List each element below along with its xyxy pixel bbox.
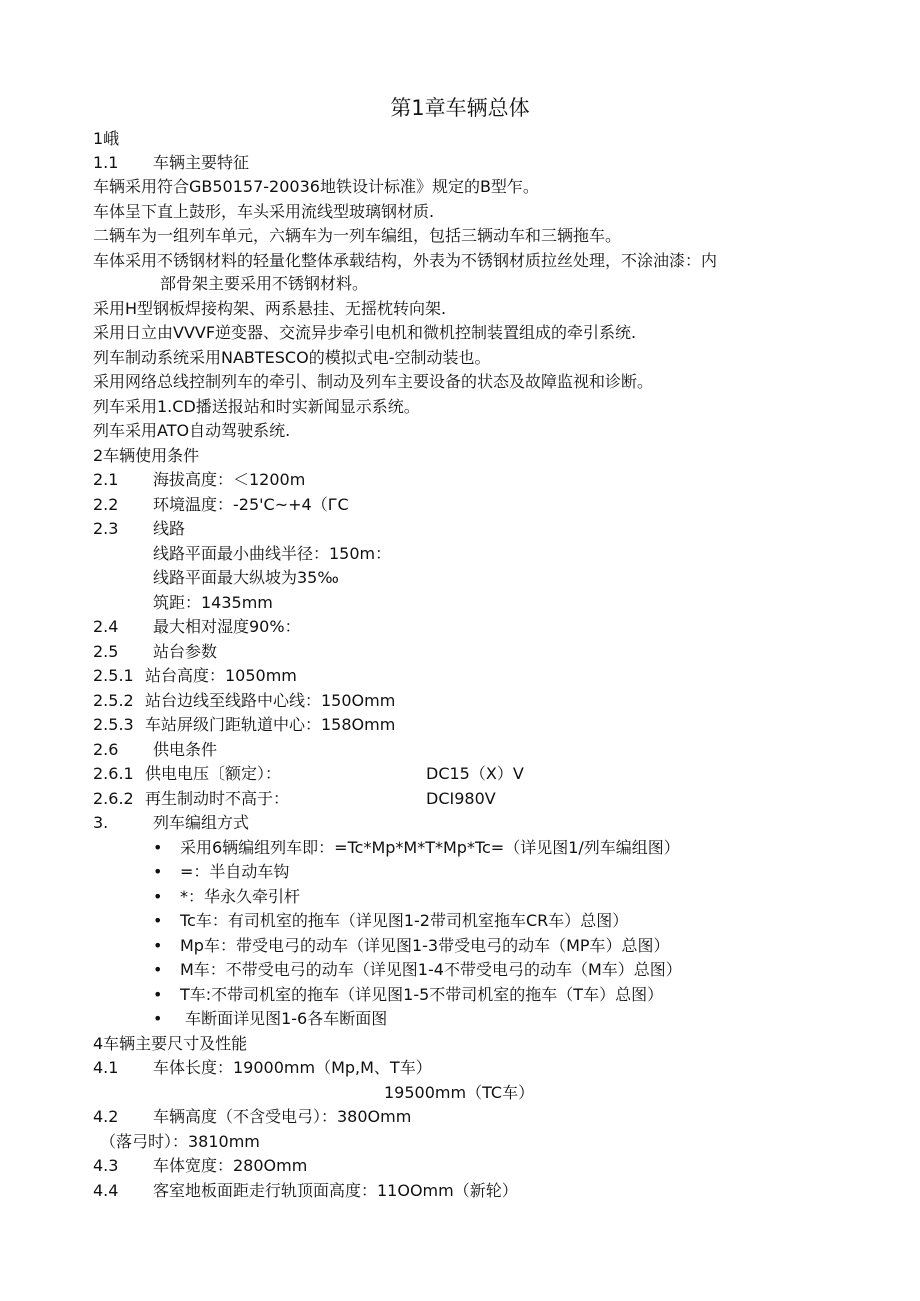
bullet-icon: • bbox=[153, 911, 163, 930]
section-number: 2.4 bbox=[93, 617, 119, 636]
feature-line: 列车制动系统采用NABTESCO的模拟式电-空制动装也。 bbox=[93, 348, 491, 367]
list-item bbox=[153, 861, 289, 883]
section-number: 2.6.1 bbox=[93, 764, 134, 783]
section-number: 2.2 bbox=[93, 495, 119, 514]
section-1-heading: 1峨 bbox=[93, 129, 120, 148]
section-text: 线路 bbox=[153, 519, 186, 538]
list-item-text: 采用6辆编组列车即：=Tc*Mp*M*T*Mp*Tc=（详见图1/列车编组图） bbox=[180, 838, 680, 857]
section-number: 4.2 bbox=[93, 1107, 119, 1126]
bullet-icon: • bbox=[153, 887, 163, 906]
list-item-text: T车:不带司机室的拖车（详见图1-5不带司机室的拖车（T车）总图） bbox=[180, 985, 664, 1004]
bullet-icon: • bbox=[153, 838, 163, 857]
section-number: 4.1 bbox=[93, 1058, 119, 1077]
bullet-icon: • bbox=[153, 1009, 163, 1028]
track-line: 线路平面最大纵坡为35‰ bbox=[153, 568, 339, 587]
section-number: 2.3 bbox=[93, 519, 119, 538]
section-2-6-1 bbox=[93, 763, 593, 785]
section-4-2 bbox=[93, 1106, 411, 1128]
section-text: 车站屏级门距轨道中心：158Omm bbox=[145, 715, 396, 734]
feature-line: 车体采用不锈钢材料的轻量化整体承载结构，外表为不锈钢材质拉丝处理，不涂油漆：内 bbox=[93, 251, 718, 270]
section-2-6-2 bbox=[93, 788, 593, 810]
chapter-title: 第1章车辆总体 bbox=[390, 96, 530, 120]
feature-line: 列车采用ATO自动驾驶系统. bbox=[93, 421, 291, 440]
section-number: 1.1 bbox=[93, 153, 119, 172]
feature-line-continuation: 部骨架主要采用不锈钢材料。 bbox=[160, 274, 369, 293]
section-4-1-continuation: 19500mm（TC车） bbox=[384, 1083, 535, 1102]
list-item bbox=[153, 886, 300, 908]
list-item bbox=[153, 837, 680, 859]
section-number: 2.6.2 bbox=[93, 789, 134, 808]
section-4-4 bbox=[93, 1180, 518, 1202]
track-line: 线路平面最小曲线半径：150m： bbox=[153, 544, 392, 563]
list-item bbox=[153, 984, 663, 1006]
list-item bbox=[153, 935, 670, 957]
section-text: 列车编组方式 bbox=[153, 813, 250, 832]
section-number: 3. bbox=[93, 813, 109, 832]
section-value: DC15（X）V bbox=[426, 764, 524, 783]
section-number: 2.5.3 bbox=[93, 715, 134, 734]
section-text: 车辆高度（不含受电弓）：380Omm bbox=[153, 1107, 412, 1126]
feature-line: 车体呈下直上鼓形，车头采用流线型玻璃钢材质. bbox=[93, 202, 435, 221]
feature-line: 采用日立由VVVF逆变器、交流异步牵引电机和微机控制装置组成的牵引系统. bbox=[93, 323, 637, 342]
section-text: 站台参数 bbox=[153, 642, 218, 661]
list-item-text: *：华永久牵引杆 bbox=[180, 887, 301, 906]
section-2-heading: 2车辆使用条件 bbox=[93, 446, 200, 465]
feature-line: 列车采用1.CD播送报站和时实新闻显示系统。 bbox=[93, 397, 420, 416]
list-item bbox=[153, 1008, 387, 1030]
section-4-3 bbox=[93, 1155, 307, 1177]
section-number: 2.1 bbox=[93, 470, 119, 489]
section-text: 供电电压〔额定）： bbox=[145, 764, 282, 783]
bullet-icon: • bbox=[153, 960, 163, 979]
section-text: 车体宽度：280Omm bbox=[153, 1156, 308, 1175]
section-text: 站台高度：1050mm bbox=[145, 666, 297, 685]
track-line: 筑距：1435mm bbox=[153, 593, 273, 612]
section-1-1 bbox=[93, 152, 249, 174]
section-text: 站台边线至线路中心线：150Omm bbox=[145, 691, 396, 710]
section-2-6 bbox=[93, 739, 217, 761]
section-number: 2.6 bbox=[93, 740, 119, 759]
list-item-text: M车：不带受电弓的动车（详见图1-4不带受电弓的动车（M车）总图） bbox=[180, 960, 682, 979]
list-item-text: Tc车：有司机室的拖车（详见图1-2带司机室拖车CR车）总图） bbox=[180, 911, 629, 930]
section-text: 供电条件 bbox=[153, 740, 218, 759]
section-2-5-2 bbox=[93, 690, 395, 712]
list-item bbox=[153, 910, 628, 932]
feature-line: 采用网络总线控制列车的牵引、制动及列车主要设备的状态及故障监视和诊断。 bbox=[93, 372, 654, 391]
feature-line: 车辆采用符合GB50157-20036地铁设计标准》规定的B型乍。 bbox=[93, 177, 539, 196]
section-text: 车体长度：19000mm（Mp,M、T车） bbox=[153, 1058, 432, 1077]
section-2-5 bbox=[93, 641, 217, 663]
section-2-4 bbox=[93, 616, 301, 638]
section-number: 2.5.2 bbox=[93, 691, 134, 710]
section-number: 4.4 bbox=[93, 1181, 119, 1200]
feature-line: 采用H型钢板焊接构架、两系悬挂、无摇枕转向架. bbox=[93, 299, 447, 318]
bullet-icon: • bbox=[153, 862, 163, 881]
section-text: 环境温度：-25'C~+4（ГC bbox=[153, 495, 349, 514]
bullet-icon: • bbox=[153, 985, 163, 1004]
section-3 bbox=[93, 812, 249, 834]
feature-line: 二辆车为一组列车单元，六辆车为一列车编组，包括三辆动车和三辆拖车。 bbox=[93, 226, 622, 245]
list-item-text: 车断面详见图1-6各车断面图 bbox=[180, 1009, 388, 1028]
section-2-1 bbox=[93, 469, 305, 491]
section-label: 车辆主要特征 bbox=[153, 153, 250, 172]
list-item bbox=[153, 959, 682, 981]
section-4-1 bbox=[93, 1057, 432, 1079]
section-2-5-1 bbox=[93, 665, 297, 687]
section-text: 再生制动时不高于： bbox=[145, 789, 290, 808]
section-2-3 bbox=[93, 518, 185, 540]
section-text: 最大相对湿度90%： bbox=[153, 617, 301, 636]
section-text: 客室地板面距走行轨顶面高度：11OOmm（新轮） bbox=[153, 1181, 518, 1200]
list-item-text: Mp车：带受电弓的动车（详见图1-3带受电弓的动车（MP车）总图） bbox=[180, 936, 670, 955]
section-2-5-3 bbox=[93, 714, 395, 736]
list-item-text: =：半自动车钩 bbox=[180, 862, 290, 881]
section-4-2-continuation: （落弓时）：3810mm bbox=[100, 1132, 260, 1151]
section-number: 2.5 bbox=[93, 642, 119, 661]
section-2-2 bbox=[93, 494, 349, 516]
section-text: 海拔高度：＜1200m bbox=[153, 470, 306, 489]
section-4-heading: 4车辆主要尺寸及性能 bbox=[93, 1034, 248, 1053]
bullet-icon: • bbox=[153, 936, 163, 955]
section-number: 4.3 bbox=[93, 1156, 119, 1175]
section-number: 2.5.1 bbox=[93, 666, 134, 685]
section-value: DCI980V bbox=[426, 789, 496, 808]
